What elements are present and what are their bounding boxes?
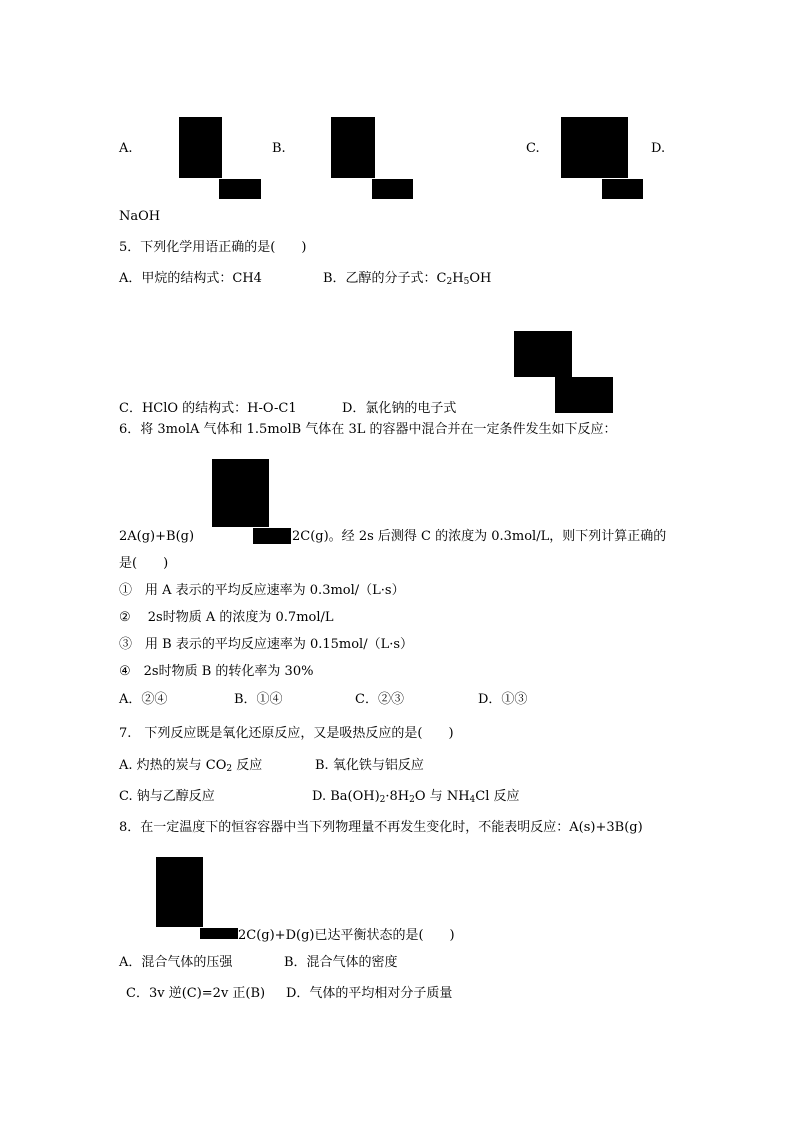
q4-option-d-label: D. [651, 141, 666, 156]
q8-option-a: A．混合气体的压强 [119, 955, 233, 970]
q6-option-d: D．①③ [478, 692, 528, 707]
q6-statement-3: ③ 用 B 表示的平均反应速率为 0.15mol/（L·s） [119, 637, 414, 652]
q6-stem-end: 是( ) [119, 556, 169, 571]
q4-option-b-image-tail [372, 179, 413, 199]
q4-option-b-image [331, 117, 375, 178]
q7-stem: 7. 下列反应既是氧化还原反应，又是吸热反应的是( ) [119, 726, 454, 741]
q5-option-c: C．HClO 的结构式：H-O-C1 [119, 401, 297, 416]
q4-option-c-label: C. [526, 141, 540, 156]
q6-reaction-arrow-image [212, 459, 269, 527]
q4-option-b-label: B. [272, 141, 286, 156]
q4-option-d-text: NaOH [119, 209, 161, 224]
q8-equation-right: 2C(g)+D(g)已达平衡状态的是( ) [238, 928, 455, 943]
q5-electron-formula-image-tail2 [572, 377, 613, 413]
q4-option-a-image [179, 117, 222, 178]
q6-option-a: A．②④ [119, 692, 168, 707]
q7-option-a: A. 灼热的炭与 $CO_2$ 反应 [119, 758, 263, 774]
q6-option-c: C．②③ [355, 692, 404, 707]
q6-option-b: B．①④ [234, 692, 283, 707]
q6-statement-4: ④ 2s时物质 B 的转化率为 30% [119, 664, 314, 679]
q8-reaction-arrow-image [156, 857, 203, 927]
q5-stem: 5．下列化学用语正确的是( ) [119, 240, 307, 255]
q5-option-d: D．氯化钠的电子式 [342, 401, 457, 416]
q6-stem: 6．将 3molA 气体和 1.5molB 气体在 3L 的容器中混合并在一定条件发生如下反应： [119, 422, 617, 437]
q7-option-b: B. 氧化铁与铝反应 [315, 758, 424, 773]
q6-reaction-arrow-image-tail [253, 528, 291, 544]
q8-option-c: C．3v 逆(C)=2v 正(B) [126, 986, 266, 1001]
q8-option-d: D．气体的平均相对分子质量 [286, 986, 453, 1001]
q6-equation-left: 2A(g)+B(g) [119, 529, 195, 544]
q8-stem: 8．在一定温度下的恒容容器中当下列物理量不再发生变化时，不能表明反应：A(s)+3B(g) [119, 820, 643, 835]
q5-electron-formula-image-tail [555, 376, 572, 413]
q6-equation-right: 2C(g)。经 2s 后测得 C 的浓度为 0.3mol/L，则下列计算正确的 [292, 529, 667, 544]
q6-statement-1: ① 用 A 表示的平均反应速率为 0.3mol/（L·s） [119, 583, 405, 598]
q7-option-d: D. $Ba(OH)_2\cdot 8H_2O$ 与 $NH_4Cl$ 反应 [312, 789, 520, 805]
q7-option-c: C. 钠与乙醇反应 [119, 789, 215, 804]
q5-option-a: A．甲烷的结构式：CH4 [119, 271, 262, 286]
q4-option-c-image [561, 117, 628, 178]
q5-electron-formula-image [514, 331, 572, 377]
q8-reaction-arrow-image-tail [200, 928, 238, 939]
q4-option-c-image-tail [602, 179, 643, 199]
q4-option-a-label: A. [119, 141, 133, 156]
q6-statement-2: ② 2s时物质 A 的浓度为 0.7mol/L [119, 610, 334, 625]
q8-option-b: B．混合气体的密度 [284, 955, 398, 970]
q5-option-b: B．乙醇的分子式：$C_2H_5OH$ [323, 271, 492, 287]
q4-option-a-image-tail [219, 179, 261, 199]
